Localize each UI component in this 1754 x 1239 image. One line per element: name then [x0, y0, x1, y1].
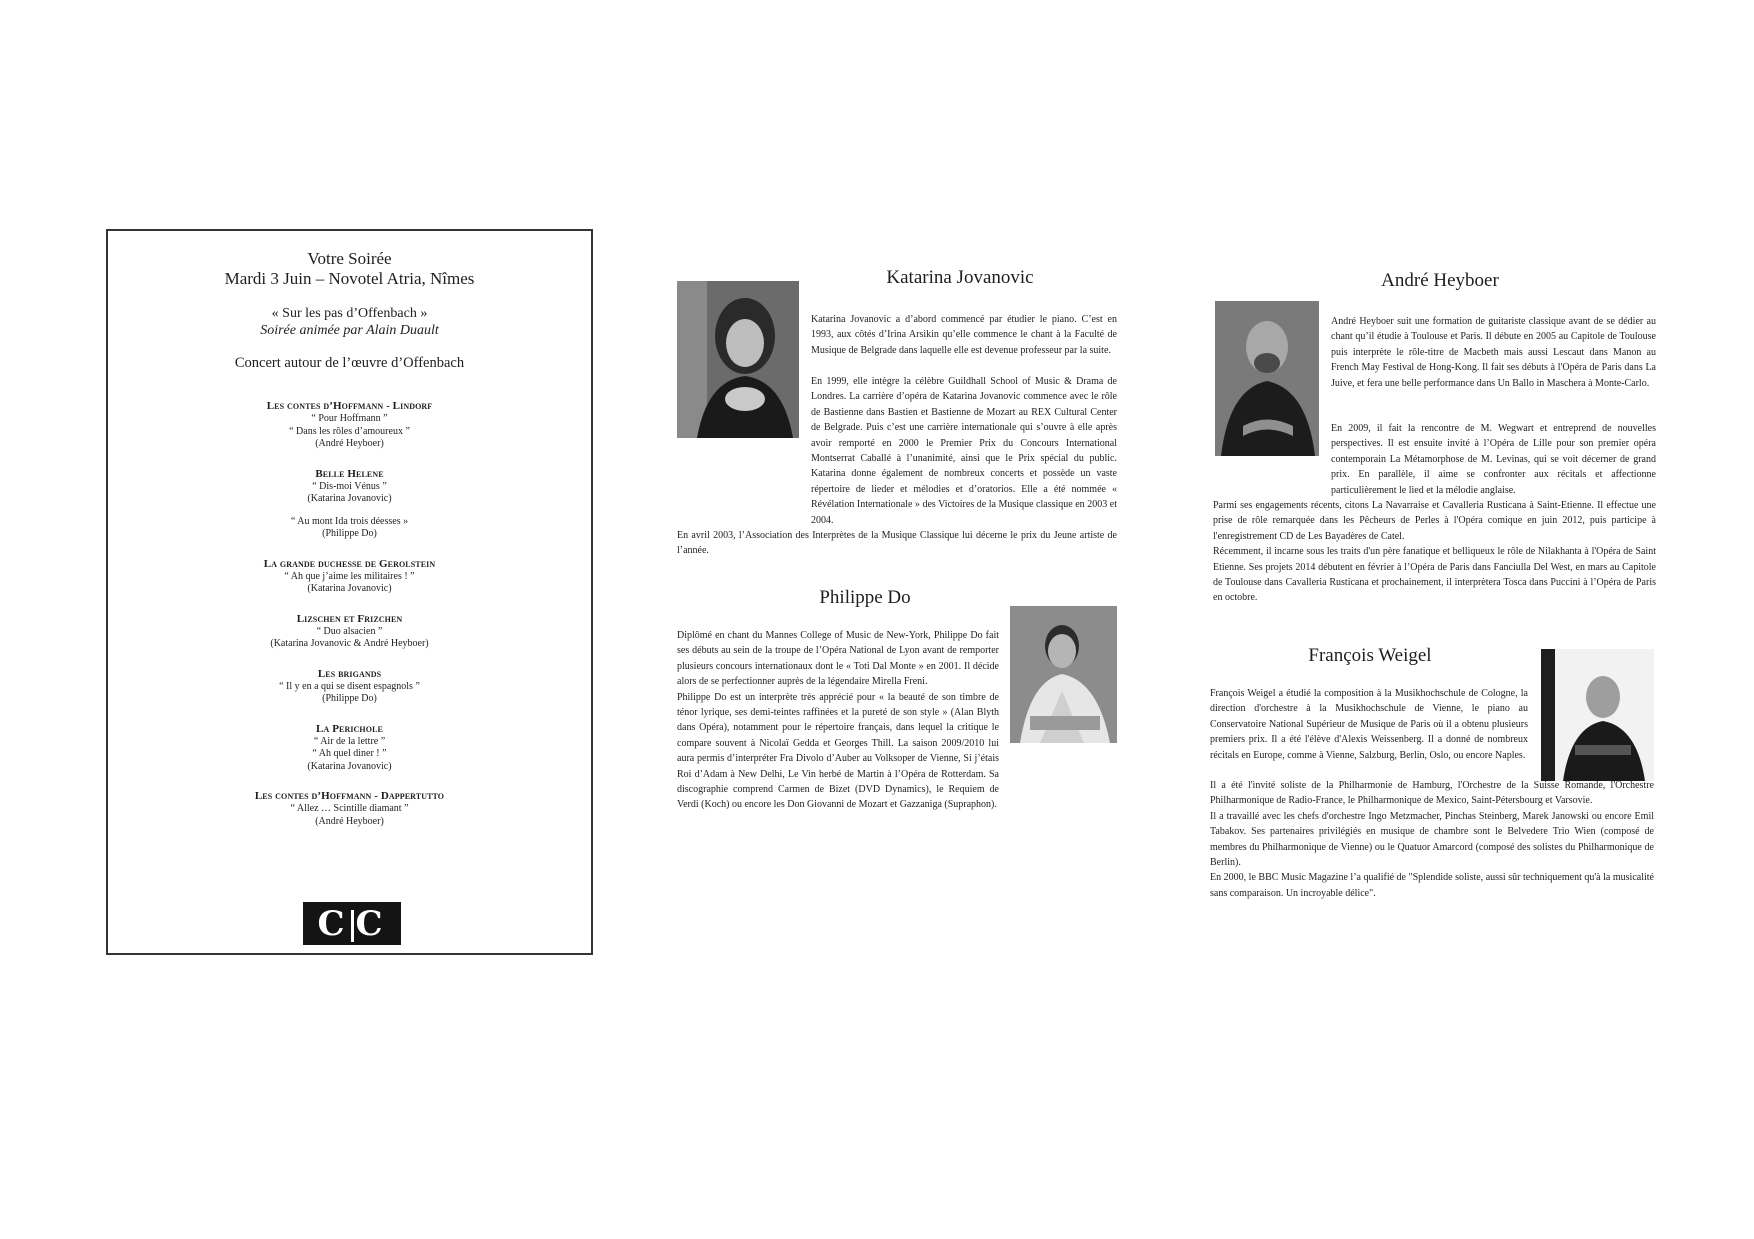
piece: Les contes d’Hoffmann - Dappertutto “ Allez … Scintille diamant ” (André Heyboer)	[254, 790, 445, 827]
bio-text-andre-top: André Heyboer suit une formation de guitariste classique avant de se dédier au chant qu’il étudie à Toulouse et Paris. Il débute en 2005 au Capitole de Toulouse puis interprète le rôle-titre de Macbeth mais aussi Lescaut dans Manon au French May Festival de Hong-Kong. Il fait ses débuts à l'Opéra de Paris dans La Juive, et fera une belle performance dans Un Ballo in Maschera à Monte-Carlo.	[1331, 316, 1656, 389]
programme-theme: « Sur les pas d’Offenbach » Soirée animée par Alain Duault	[108, 305, 591, 339]
photo-francois	[1541, 649, 1654, 781]
programme-pieces	[108, 399, 591, 844]
bio-name-katarina: Katarina Jovanovic	[886, 267, 1034, 288]
programme-title: Votre Soirée Mardi 3 Juin – Novotel Atria, Nîmes	[224, 249, 475, 288]
bio-text-philippe: Diplômé en chant du Mannes College of Music de New-York, Philippe Do fait ses débuts au sein de la troupe de l’Opéra National de Lyon avant de remporter plusieurs concours internationaux dont le « Toti Dal Monte » en 2001. Il décide alors de se perfectionner auprès de la légendaire Mirella Freni. Philippe Do est un interprète très apprécié pour « la beauté de son timbre de ténor lyrique, ses demi-teintes raffinées et la pureté de son style » (Alan Blyth dans Opéra), notamment pour le répertoire français, dans lequel la critique le compare souvent à Nicolaï Gedda et Georges Thill. La saison 2009/2010 lui aura permis d’interpréter Fra Divolo d’Auber au Volksoper de Vienne, Si j’étais Roi d’Adam à New Delhi, Le Vin herbé de Martin à l’Opéra de Rotterdam. Sa discographie comprend Carmen de Bizet (DVD Dynamics), le Requiem de Verdi (Koch) ou encore les Don Giovanni de Mozart et Gazzaniga (Supraphon).	[677, 630, 999, 811]
bio-name-andre: André Heyboer	[1381, 270, 1499, 291]
programme-concert: Concert autour de l’œuvre d’Offenbach	[234, 355, 465, 371]
programme-box	[106, 229, 593, 955]
piece: La Perichole “ Air de la lettre ” “ Ah quel diner ! ” (Katarina Jovanovic)	[307, 722, 392, 772]
piece: Les brigands “ Il y en a qui se disent espagnols ” (Philippe Do)	[279, 667, 420, 704]
bio-name-francois: François Weigel	[1308, 645, 1432, 666]
piece: Les contes d’Hoffmann - Lindorf “ Pour Hoffmann ” “ Dans les rôles d’amoureux ” (André Heyboer)	[266, 400, 433, 449]
photo-philippe	[1010, 606, 1117, 743]
piece: Lizschen et Frizchen “ Duo alsacien ” (Katarina Jovanovic & André Heyboer)	[270, 612, 429, 649]
piece: La grande duchesse de Gerolstein “ Ah que j’aime les militaires ! ” (Katarina Jovanovic)	[263, 557, 436, 594]
piece: Belle Helene “ Dis-moi Vénus ” (Katarina Jovanovic) “ Au mont Ida trois déesses » (Philippe Do)	[290, 467, 409, 539]
programme-host: Soirée animée par Alain Duault	[260, 323, 439, 338]
cic-logo: C C	[303, 902, 401, 945]
bio-text-francois-top: François Weigel a étudié la composition à la Musikhochschule de Cologne, la direction d'orchestre à la Musikhochschule de Vienne, le piano au Conservatoire National Supérieur de Musique de Paris où il a obtenu plusieurs premiers prix. Il a été l'élève d'Alexis Weissenberg. Il a donné de nombreux récitals en Europe, comme à Vienne, Salzburg, Berlin, Oslo, ou encore Naples.	[1210, 688, 1528, 761]
bio-text-francois: Il a été l'invité soliste de la Philharmonie de Hamburg, l'Orchestre de la Suisse Romande, l'Orchestre Philharmonique de Radio-France, le Philharmonique de Mexico, Saint-Pétersbourg et Varsovie. Il a travaillé avec les chefs d'orchestre Ingo Metzmacher, Pinchas Steinberg, Marek Janowski ou encore Emil Tabakov. Ses partenaires privilégiés en musique de chambre sont le Belvedere Trio Wien (composé de membres du Philharmonique de Vienne) ou le Quatuor Amarcord (composé des solistes du Philharmonique de Berlin). En 2000, le BBC Music Magazine l’a qualifié de "Splendide soliste, aussi sûr techniquement qu'à la musicalité sans comparaison. Un incroyable délice".	[1210, 780, 1654, 899]
bio-text-katarina: En 1999, elle intègre la célèbre Guildhall School of Music & Drama de Londres. La carrière d’opéra de Katarina Jovanovic commence avec le rôle de Bastienne dans Bastien et Bastienne de Mozart au REX Cultural Center de Belgrade. Puis c’est une carrière internationale qui s’ouvre à elle après avoir remporté en 2000 le Premier Prix du Concours International Montserrat Caballé à l’unanimité, ainsi que le Prix spécial du public. Katarina donne également de nombreux concerts et possède un vaste répertoire de lieder et mélodies et d’oratorios. Elle a été nommée « Révélation Internationale » des Victoires de la Musique classique en 2003 et 2004. En avril 2003, l’Association des Interprètes de la Musique Classique lui décerne le prix du Jeune artiste de l’année.	[677, 376, 1117, 557]
bio-text-andre: En 2009, il fait la rencontre de M. Wegwart et entreprend de nouvelles perspectives. Il est ensuite invité à l’Opéra de Lille pour son premier opéra contemporain La Métamorphose de M. Levinas, qui se voit décerner de grand prix. En parallèle, il aime se confronter aux récitals et affectionne particulièrement le lied et la mélodie anglaise. Parmi ses engagements récents, citons La Navarraise et Cavalleria Rusticana à Saint-Etienne. Il effectue une prise de rôle remarquée dans les Pêcheurs de Perles à l'Opéra comique en juin 2012, puis participe à l'enregistrement CD de Les Bayadères de Catel. Récemment, il incarne sous les traits d'un père fanatique et belliqueux le rôle de Nilakhanta à l'Opéra de Saint Etienne. Ses projets 2014 débutent en février à l’Opéra de Paris dans Fanciulla Del West, en mars au Capitole de Toulouse dans Cavalleria Rusticana et prochainement, il interprètera Tosca dans Puccini à l’Opéra de Paris en octobre.	[1213, 423, 1656, 604]
bio-text-katarina-top: Katarina Jovanovic a d’abord commencé par étudier le piano. C’est en 1993, aux côtés d’Irina Arsikin qu’elle commence le chant à la Faculté de Musique de Belgrade dans laquelle elle est devenue professeur par la suite.	[811, 314, 1117, 356]
bio-name-philippe: Philippe Do	[819, 587, 911, 608]
